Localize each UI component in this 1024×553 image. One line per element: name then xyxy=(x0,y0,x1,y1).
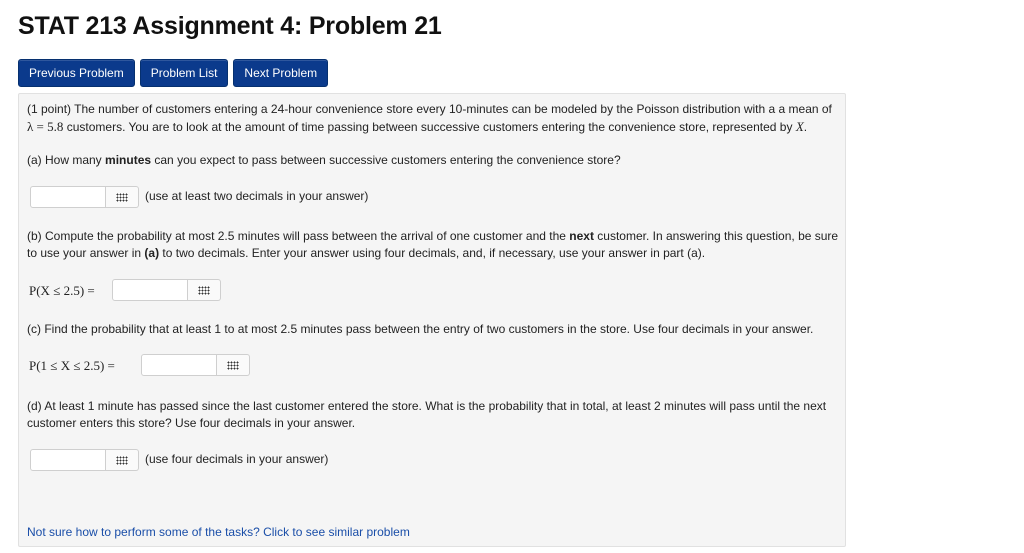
part-b-line1-prefix: (b) Compute the probability at most 2.5 minutes will pass between the arrival of one customer and the xyxy=(27,229,570,243)
intro-end: . xyxy=(803,120,808,134)
problem-intro-line2 xyxy=(27,118,807,136)
part-a-prefix: (a) How many xyxy=(27,153,106,167)
problem-intro-line1: (1 point) The number of customers entering a 24-hour convenience store every 10-minutes can be modeled by the Poisson distribution with a a mean of xyxy=(27,102,832,116)
intro-text: customers. You are to look at the amount of time passing between successive customers entering the convenience store, represented by xyxy=(63,120,796,134)
problem-panel xyxy=(18,93,846,547)
part-c-answer-input[interactable] xyxy=(141,354,217,376)
lambda-expression: λ = 5.8 xyxy=(27,119,64,134)
equation-palette-icon xyxy=(116,456,128,465)
part-b-line2-suffix: to two decimals. Enter your answer using four decimals, and, if necessary, use your answer in part (a). xyxy=(159,246,706,260)
part-b-question-line1 xyxy=(27,228,838,245)
part-d-palette-button[interactable] xyxy=(106,449,139,471)
intro-variable: X xyxy=(795,119,804,134)
problem-list-button[interactable]: Problem List xyxy=(140,59,229,87)
equation-palette-icon xyxy=(227,361,239,370)
part-a-question xyxy=(27,152,621,169)
part-d-question-line2: customer enters this store? Use four decimals in your answer. xyxy=(27,416,356,430)
part-b-line2-prefix: to use your answer in xyxy=(27,246,145,260)
part-b-palette-button[interactable] xyxy=(188,279,221,301)
page-title: STAT 213 Assignment 4: Problem 21 xyxy=(18,12,442,40)
equation-palette-icon xyxy=(116,193,128,202)
part-b-answer-input[interactable] xyxy=(112,279,188,301)
part-a-bold: minutes xyxy=(105,153,152,167)
next-problem-button[interactable]: Next Problem xyxy=(233,59,328,87)
part-a-palette-button[interactable] xyxy=(106,186,139,208)
part-b-question-line2 xyxy=(27,245,705,262)
equation-palette-icon xyxy=(198,286,210,295)
part-d-answer-input[interactable] xyxy=(30,449,106,471)
part-b-line1-suffix: customer. In answering this question, be sure xyxy=(593,229,839,243)
part-d-hint: (use four decimals in your answer) xyxy=(145,452,329,466)
part-a-answer-input[interactable] xyxy=(30,186,106,208)
part-c-label: P(1 ≤ X ≤ 2.5) = xyxy=(29,358,115,373)
similar-problem-link[interactable]: Not sure how to perform some of the tasks? Click to see similar problem xyxy=(27,525,410,539)
part-c-question: (c) Find the probability that at least 1 to at most 2.5 minutes pass between the entry of two customers in the store. Use four decimals in your answer. xyxy=(27,322,814,336)
problem-navigation xyxy=(18,59,328,87)
part-a-hint: (use at least two decimals in your answer) xyxy=(145,189,369,203)
previous-problem-button[interactable]: Previous Problem xyxy=(18,59,135,87)
part-c-palette-button[interactable] xyxy=(217,354,250,376)
part-b-line2-bold: (a) xyxy=(144,246,160,260)
part-d-question-line1: (d) At least 1 minute has passed since the last customer entered the store. What is the probability that in total, at least 2 minutes will pass until the next xyxy=(27,399,827,413)
part-a-suffix: can you expect to pass between successive customers entering the convenience store? xyxy=(151,153,621,167)
part-b-label: P(X ≤ 2.5) = xyxy=(29,283,95,298)
part-b-line1-bold: next xyxy=(569,229,594,243)
